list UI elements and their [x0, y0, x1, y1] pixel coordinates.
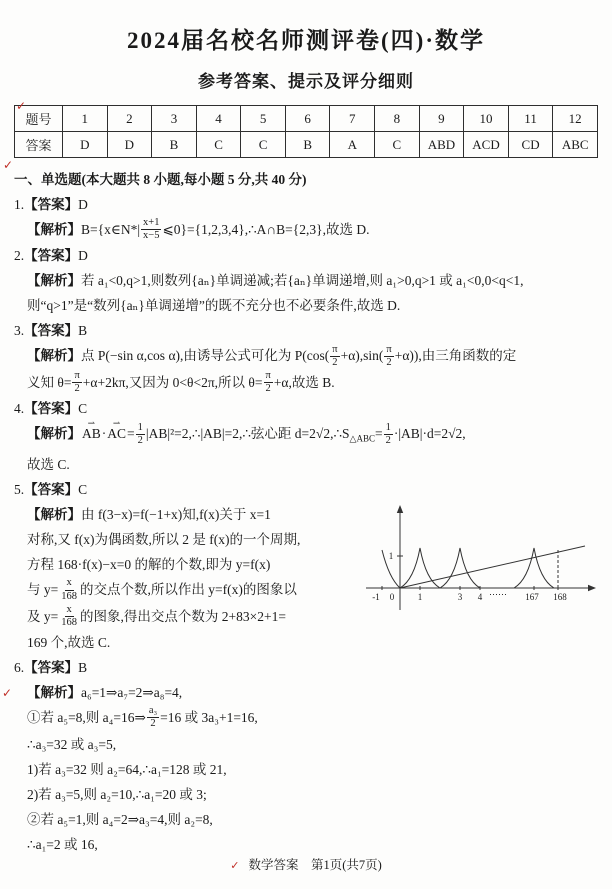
text-run: B={x∈N*| — [81, 222, 141, 237]
fraction: $\frac{x+1}{x-5}$ — [143, 217, 160, 242]
fraction: $\frac{1}{2}$ — [385, 421, 391, 446]
answer-cell: C — [375, 132, 420, 158]
fraction: $\frac{\text{a₃}}{2}$ — [148, 705, 158, 730]
text-run: ⩽0}={1,2,3,4},∴A∩B={2,3},故选 D. — [162, 222, 370, 237]
vector: AC ⇀ — [107, 421, 126, 446]
answer-cell: 1 — [63, 106, 108, 132]
fraction: $\frac{\pi}{2}$ — [265, 370, 271, 395]
text-run: 4. — [14, 401, 25, 417]
solution-line — [27, 293, 598, 318]
y-axis-arrow — [397, 505, 403, 513]
fraction: $\frac{x}{168}$ — [61, 603, 77, 628]
x-tick-label: 167 — [525, 592, 539, 603]
question-2 — [14, 243, 598, 318]
x-tick-label: 3 — [457, 592, 463, 603]
answer-cell: CD — [508, 132, 553, 158]
text-run: 【解析】 — [27, 426, 81, 442]
text-run: 故选 C. — [27, 457, 70, 473]
x-tick-label: 4 — [477, 592, 483, 603]
red-check-mark: ✓ — [230, 860, 240, 872]
page-footer — [0, 855, 612, 873]
fraction: $\frac{1}{2}$ — [137, 421, 143, 446]
doc-subtitle: 参考答案、提示及评分细则 — [198, 72, 414, 91]
text-run: +α+2kπ,又因为 0<θ<2π,所以 θ= — [82, 374, 263, 390]
text-run: 【答案】 — [24, 248, 79, 264]
x-tick-label: -1 — [372, 592, 380, 603]
text-run: 【解析】 — [27, 348, 81, 364]
answer-table-row-answers — [15, 132, 598, 158]
text-run: D — [78, 248, 88, 264]
answer-cell: 3 — [152, 106, 197, 132]
question-4 — [14, 396, 598, 477]
answer-cell: 8 — [375, 106, 420, 132]
answer-cell: B — [152, 132, 197, 158]
text-run: 【解析】 — [27, 273, 81, 289]
solution-line — [27, 807, 598, 832]
text-run: 【答案】 — [24, 482, 79, 498]
solution-line — [27, 757, 598, 782]
red-check-mark: ✓ — [16, 99, 27, 113]
solution-line — [27, 680, 598, 705]
answer-heading — [14, 655, 598, 680]
fraction: $\frac{\pi}{2}$ — [74, 370, 80, 395]
axis-ticks — [382, 556, 558, 590]
text-run: 的交点个数,所以作出 y=f(x)的图象以 — [80, 582, 297, 598]
text-run: 【解析】 — [27, 685, 81, 701]
text-run: 169 个,故选 C. — [27, 635, 111, 651]
text-run: 【解析】 — [27, 507, 81, 523]
answer-cell: 11 — [508, 106, 553, 132]
answer-table-row-numbers — [15, 106, 598, 132]
text-run: ①若 a₅=8,则 a₄=16⇒ — [27, 710, 146, 726]
answer-heading — [14, 396, 598, 421]
text-run: |AB|²=2,∴|AB|=2,∴弦心距 d=2√2,∴S — [145, 426, 350, 442]
solution-line — [27, 630, 598, 655]
answer-cell: 2 — [107, 106, 152, 132]
solution-line — [27, 705, 598, 731]
subscript: △ABC — [349, 434, 375, 445]
text-run: +α)),由三角函数的定 — [394, 348, 517, 364]
answer-heading — [14, 318, 598, 343]
question-5 — [14, 477, 598, 655]
answer-cell: 5 — [241, 106, 286, 132]
text-run: ∴a₁=2 或 16, — [27, 836, 98, 852]
question-6 — [14, 655, 598, 856]
text-run: B — [78, 660, 88, 676]
text-run: B — [78, 323, 88, 339]
text-run: 点 P(−sin α,cos α),由诱导公式可化为 P(cos( — [81, 348, 330, 364]
solution-line — [27, 452, 598, 477]
answer-cell: ABC — [553, 132, 598, 158]
questions-container — [14, 192, 598, 857]
answer-cell: D — [63, 132, 108, 158]
answer-cell: ABD — [419, 132, 464, 158]
fraction: $\frac{\pi}{2}$ — [386, 343, 392, 368]
answer-cell: A — [330, 132, 375, 158]
text-run: 1)若 a₃=32 则 a₂=64,∴a₁=128 或 21, — [27, 761, 227, 777]
text-run: +α,故选 B. — [273, 374, 335, 390]
solution-line — [27, 343, 598, 369]
text-run: 及 y= — [27, 608, 59, 624]
question-3 — [14, 318, 598, 396]
text-run: 义知 θ= — [27, 374, 72, 390]
section-heading: 一、单选题(本大题共 8 小题,每小题 5 分,共 40 分) — [14, 172, 307, 187]
text-run: 5. — [14, 482, 25, 498]
text-run: ·|AB|·d=2√2, — [393, 426, 466, 442]
answer-cell: 7 — [330, 106, 375, 132]
text-run: 对称,又 f(x)为偶函数,所以 2 是 f(x)的一个周期, — [27, 532, 301, 548]
doc-title: 2024届名校名师测评卷(四)·数学 — [127, 28, 485, 53]
red-check-mark: ✓ — [2, 686, 13, 700]
solution-line — [27, 268, 598, 293]
x-axis-arrow — [588, 585, 596, 591]
text-run: 【答案】 — [24, 197, 79, 212]
answer-cell: B — [285, 132, 330, 158]
text-run: 6. — [14, 660, 25, 676]
row-header-numbers: 题号 — [15, 106, 63, 132]
text-run: a₆=1⇒a₇=2⇒a₈=4, — [81, 685, 183, 701]
answer-cell: D — [107, 132, 152, 158]
line-y-equals-x-over-168 — [400, 546, 585, 588]
text-run: C — [78, 482, 88, 498]
answer-cell: C — [241, 132, 286, 158]
solution-line — [27, 217, 598, 243]
text-run: · — [101, 426, 107, 442]
q5-function-graph — [362, 504, 598, 614]
text-run: 【答案】 — [24, 660, 79, 676]
solution-line — [27, 782, 598, 807]
text-run: 【答案】 — [24, 401, 79, 417]
answer-heading — [14, 477, 598, 502]
vector: AB ⇀ — [82, 421, 101, 446]
question-1 — [14, 192, 598, 243]
answer-cell: 6 — [285, 106, 330, 132]
text-run: 3. — [14, 323, 25, 339]
y-tick-label: 1 — [388, 551, 394, 562]
x-tick-label: 0 — [389, 592, 395, 603]
red-check-mark: ✓ — [3, 158, 14, 172]
answer-cell: 9 — [419, 106, 464, 132]
text-run: 2)若 a₃=5,则 a₂=10,∴a₁=20 或 3; — [27, 786, 207, 802]
text-run: 则“q>1”是“数列{aₙ}单调递增”的既不充分也不必要条件,故选 D. — [27, 298, 401, 314]
solution-line — [27, 370, 598, 396]
text-run: 与 y= — [27, 582, 59, 598]
row-header-answers: 答案 — [15, 132, 63, 158]
answer-cell: 4 — [196, 106, 241, 132]
solution-line — [27, 732, 598, 757]
solution-line — [27, 832, 598, 857]
text-run: 方程 168·f(x)−x=0 的解的个数,即为 y=f(x) — [27, 557, 271, 573]
answer-table — [14, 105, 598, 158]
text-run: 若 a₁<0,q>1,则数列{aₙ}单调递减;若{aₙ}单调递增,则 a₁>0,q>1 或 a₁<0,0<q<1, — [81, 273, 524, 289]
text-run: = — [374, 426, 383, 442]
text-run: ∴a₃=32 或 a₃=5, — [27, 736, 117, 752]
footer-text: 数学答案 第1页(共7页) — [248, 858, 382, 872]
text-run: C — [78, 401, 88, 417]
text-run: 2. — [14, 248, 25, 264]
fraction: $\frac{\pi}{2}$ — [332, 343, 338, 368]
answer-cell: 12 — [553, 106, 598, 132]
answer-cell: 10 — [464, 106, 509, 132]
answer-cell: ACD — [464, 132, 509, 158]
text-run: +α),sin( — [340, 348, 384, 364]
text-run: D — [78, 197, 88, 212]
solution-line — [27, 421, 598, 452]
answer-cell: C — [196, 132, 241, 158]
text-run: = — [127, 426, 135, 442]
f-of-x-curve — [382, 548, 554, 588]
x-tick-label: 1 — [417, 592, 423, 603]
answer-heading — [14, 243, 598, 268]
fraction: $\frac{x}{168}$ — [61, 577, 77, 602]
text-run: ②若 a₅=1,则 a₄=2⇒a₃=4,则 a₂=8, — [27, 811, 213, 827]
text-run: 由 f(3−x)=f(−1+x)知,f(x)关于 x=1 — [81, 507, 271, 523]
text-run: 【解析】 — [27, 222, 81, 237]
text-run: =16 或 3a₃+1=16, — [160, 710, 258, 726]
x-tick-label: 168 — [553, 592, 567, 603]
text-run: 【答案】 — [24, 323, 79, 339]
answer-heading — [14, 192, 598, 217]
text-run: 1. — [14, 197, 25, 212]
ellipsis-dots: ⋯⋯ — [489, 589, 507, 600]
text-run: 的图象,得出交点个数为 2+83×2+1= — [80, 608, 286, 624]
